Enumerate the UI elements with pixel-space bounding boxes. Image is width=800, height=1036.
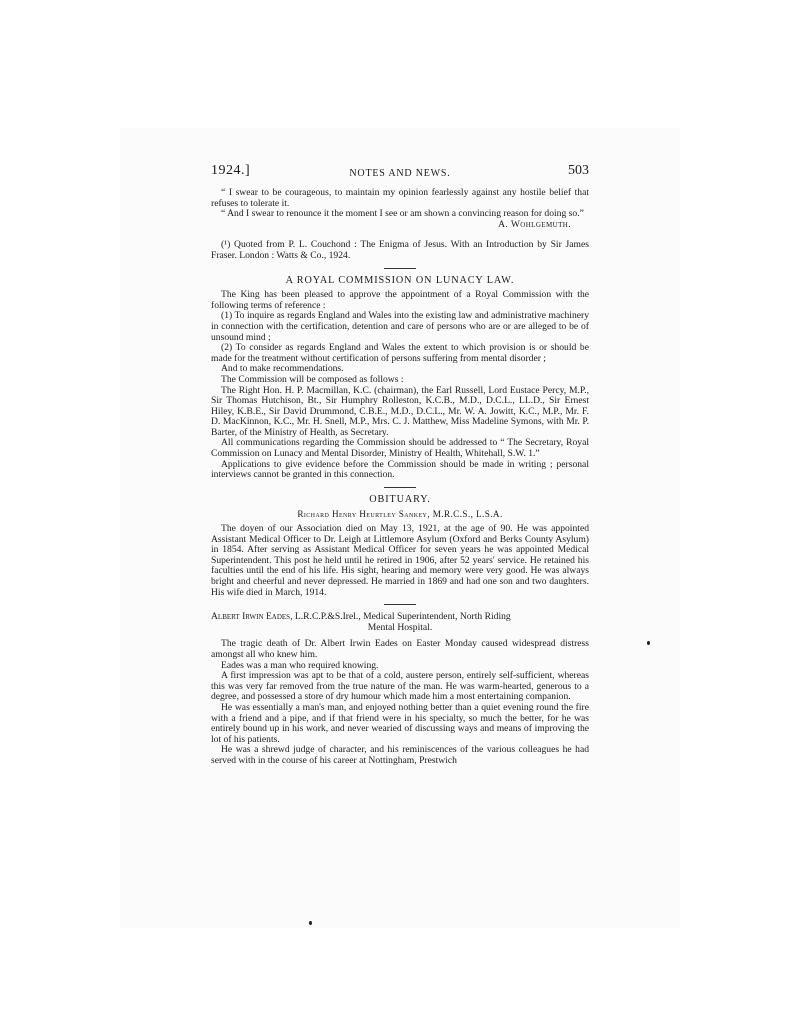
section-divider (384, 487, 416, 488)
commission-title: A ROYAL COMMISSION ON LUNACY LAW. (285, 274, 515, 286)
oath-line-2: “ And I swear to renounce it the moment I see or am shown a convincing reason for doing so.” (221, 208, 584, 220)
eades-paragraph: He was essentially a man's man, and enjoyed nothing better than a quiet evening round the fire with a friend and a pipe, and if that friend were in his specialty, so much the better, for he was entirely bound up in his work, and never wearied of discussing ways and means of improving the lot of his patients. (211, 701, 589, 745)
eades-paragraph: He was a shrewd judge of character, and his reminiscences of the various colleagues he had served with in the course of his career at Nottingham, Prestwich (211, 744, 589, 766)
eades-paragraph: A first impression was apt to be that of a cold, austere person, entirely self-sufficient, whereas this was very far removed from the true nature of the man. He was warm-hearted, generous to a degree, and possessed a store of dry humour which made him a most entertaining companion. (211, 670, 589, 703)
page-speck (647, 641, 650, 645)
eades-body (211, 639, 589, 766)
section-divider (384, 268, 416, 269)
commission-paragraph: The Commission will be composed as follows : (221, 373, 404, 385)
oath-author: A. Wohlgemuth. (498, 218, 571, 230)
page-column (211, 160, 589, 767)
sankey-heading: Richard Henry Heurtley Sankey, M.R.C.S., L.S.A. (297, 509, 503, 520)
section-divider (384, 604, 416, 605)
eades-heading (211, 612, 589, 633)
commission-paragraph: (2) To consider as regards England and Wales the extent to which provision is or should be made for the treatment without certification of persons suffering from mental disorder ; (211, 342, 589, 364)
eades-heading-rest: , L.R.C.P.&S.Irel., Medical Superintendent, North Riding (290, 611, 511, 623)
footnote: (¹) Quoted from P. L. Couchond : The Enigma of Jesus. With an Introduction by Sir James Fraser. London : Watts & Co., 1924. (211, 239, 589, 261)
commission-paragraph: (1) To inquire as regards England and Wales into the existing law and administrative machinery in connection with the certification, detention and care of persons who are or are alleged to be of unsound mind ; (211, 310, 589, 343)
eades-heading-name: Albert Irwin Eades (211, 611, 291, 623)
eades-paragraph: The tragic death of Dr. Albert Irwin Eades on Easter Monday caused widespread distress amongst all who knew him. (211, 638, 589, 660)
oath-signature (211, 220, 589, 231)
commission-paragraph: Applications to give evidence before the Commission should be made in writing ; personal interviews cannot be granted in this connection. (211, 458, 589, 481)
sankey-text: The doyen of our Association died on May 13, 1921, at the age of 90. He was appointed Assistant Medical Officer to Dr. Leigh at Littlemore Asylum (Oxford and Berks County Asylum) in 1854. After serving as Assistant Medical Officer for seven years he was appointed Medical Superintendent. This post he held until he retired in 1906, after 52 years' service. He retained his faculties until the end of his life. His sight, hearing and memory were very good. He was always bright and cheerful and never depressed. He married in 1869 and had one son and two daughters. His wife died in March, 1914. (211, 523, 589, 598)
header-running-title: NOTES AND NEWS. (349, 168, 451, 179)
commission-paragraph: And to make recommendations. (221, 363, 344, 375)
running-header (211, 160, 589, 182)
commission-paragraph: All communications regarding the Commission should be addressed to “ The Secretary, Royal Commission on Lunacy and Mental Disorder, Ministry of Health, Whitehall, S.W. 1.” (211, 437, 589, 460)
commission-paragraph: The Right Hon. H. P. Macmillan, K.C. (chairman), the Earl Russell, Lord Eustace Percy, M.P., Sir Thomas Hutchison, Bt., Sir Humphry Rolleston, K.C.B., M.D., D.C.L., LL.D., Sir Ernest Hiley, K.B.E., Sir David Drummond, C.B.E., M.D., D.C.L., Mr. W. A. Jowitt, K.C., M.P., Mr. F. D. MacKinnon, K.C., Mr. H. Snell, M.P., Mrs. C. J. Matthew, Miss Madeline Symons, with Mr. P. Barter, of the Ministry of Health, as Secretary. (211, 384, 589, 438)
obituary-title: OBITUARY. (369, 493, 431, 505)
eades-paragraph: Eades was a man who required knowing. (221, 659, 379, 671)
eades-heading-cont: Mental Hospital. (367, 621, 433, 633)
header-page-number: 503 (568, 163, 589, 178)
oath-line-1: “ I swear to be courageous, to maintain my opinion fearlessly against any hostile belief that refuses to tolerate it. (211, 187, 589, 209)
commission-paragraph: The King has been pleased to approve the appointment of a Royal Commission with the following terms of reference : (211, 289, 589, 311)
page-speck (309, 921, 312, 925)
commission-body (211, 290, 589, 481)
header-year: 1924.] (211, 163, 251, 178)
